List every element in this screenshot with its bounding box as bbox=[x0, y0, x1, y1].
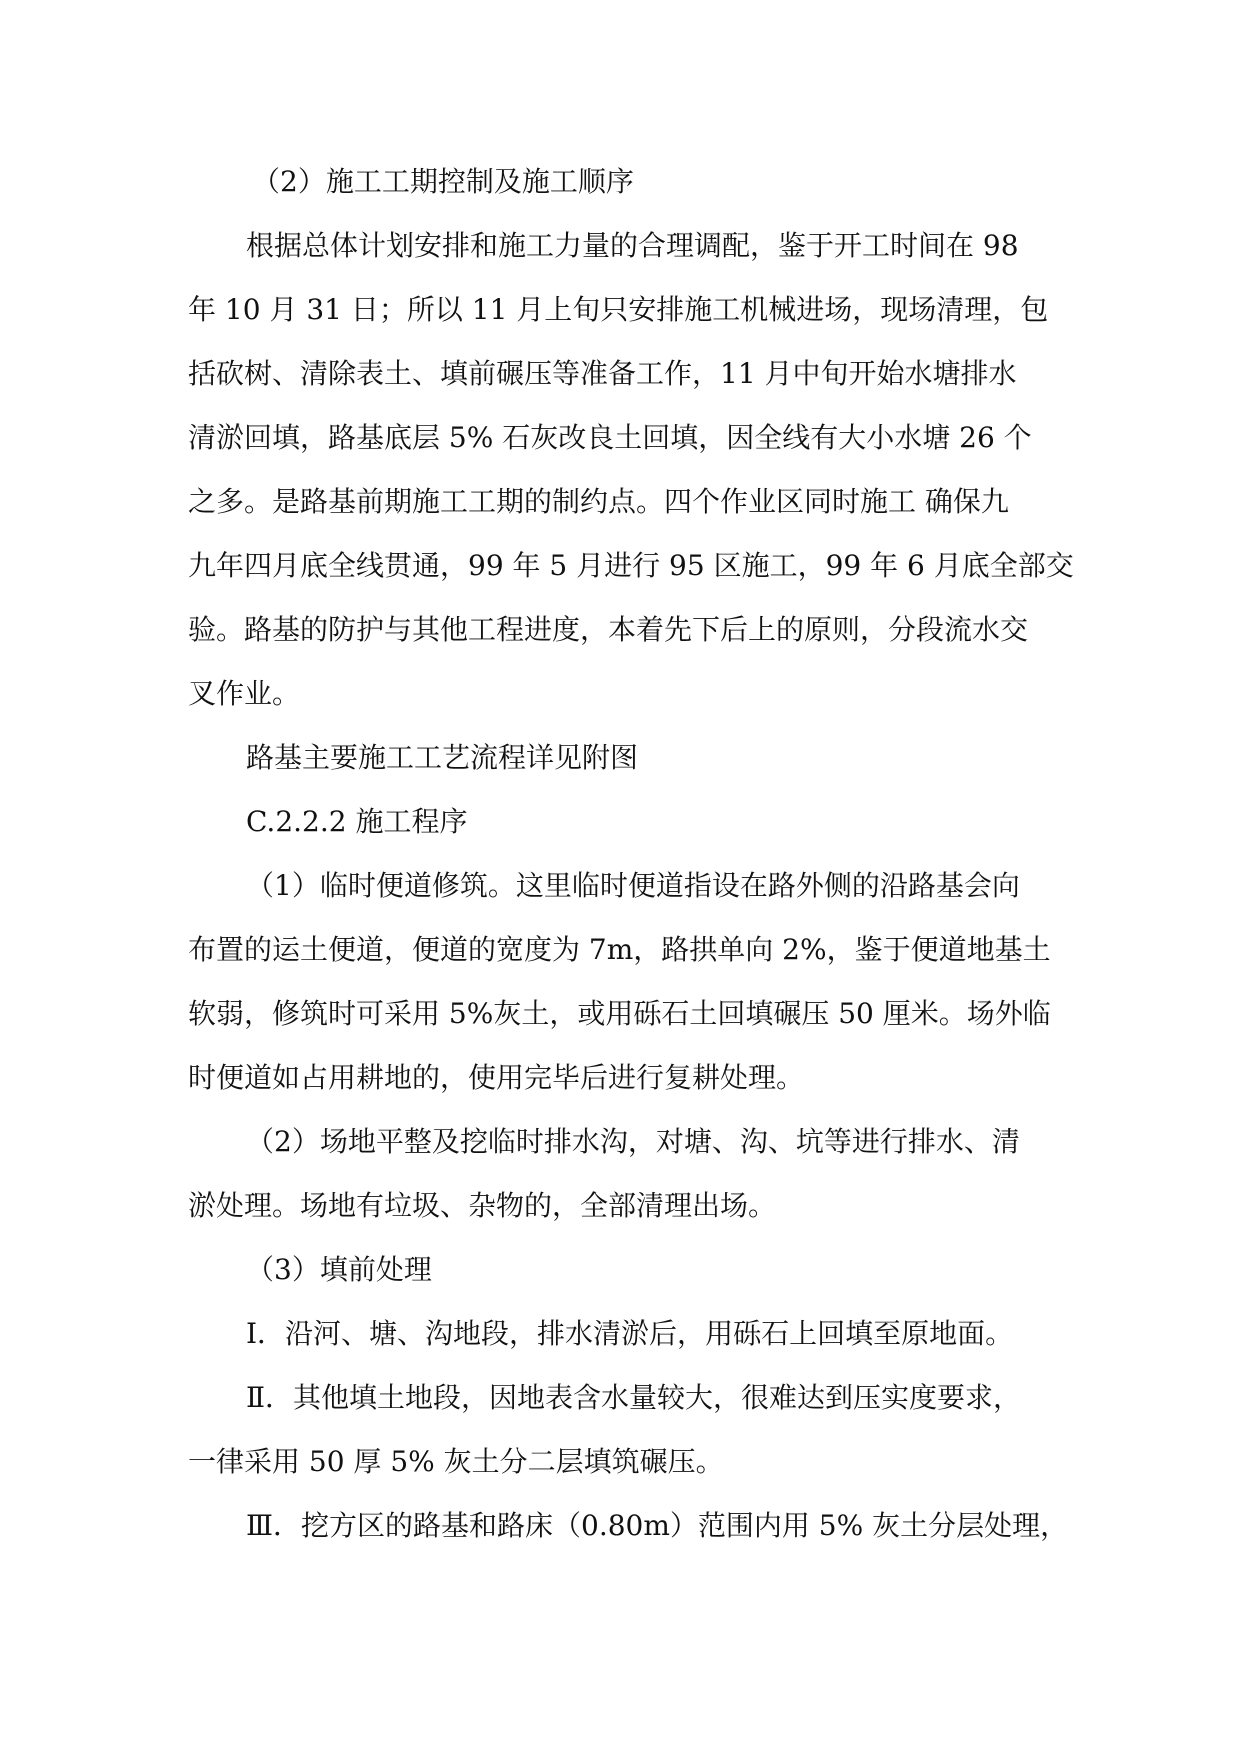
schedule-heading: （2）施工工期控制及施工顺序 bbox=[252, 165, 634, 198]
paragraph-line: 括砍树、清除表土、填前碾压等准备工作，11 月中旬开始水塘排水 bbox=[188, 357, 1017, 390]
sub-item-ii bbox=[188, 1366, 1058, 1494]
item-site-leveling bbox=[188, 1110, 1058, 1238]
paragraph-line: 淤处理。场地有垃圾、杂物的，全部清理出场。 bbox=[188, 1189, 777, 1222]
item-temporary-road bbox=[188, 854, 1058, 1110]
paragraph-line: 根据总体计划安排和施工力量的合理调配，鉴于开工时间在 98 bbox=[246, 229, 1019, 262]
paragraph-line: Ⅱ．其他填土地段，因地表含水量较大，很难达到压实度要求， bbox=[246, 1381, 1022, 1414]
paragraph-line: 布置的运土便道，便道的宽度为 7m，路拱单向 2%，鉴于便道地基土 bbox=[188, 933, 1051, 966]
schedule-paragraph bbox=[188, 214, 1074, 726]
paragraph-line: 软弱，修筑时可采用 5%灰土，或用砾石土回填碾压 50 厘米。场外临 bbox=[188, 997, 1051, 1030]
paragraph-line: （2）场地平整及挖临时排水沟，对塘、沟、坑等进行排水、清 bbox=[246, 1125, 1020, 1158]
paragraph-line: 叉作业。 bbox=[188, 677, 301, 710]
paragraph-line: 九年四月底全线贯通，99 年 5 月进行 95 区施工，99 年 6 月底全部交 bbox=[188, 549, 1074, 582]
paragraph-line: 年 10 月 31 日；所以 11 月上旬只安排施工机械进场，现场清理，包 bbox=[188, 293, 1049, 326]
flow-chart-note: 路基主要施工工艺流程详见附图 bbox=[246, 741, 639, 774]
sub-item-i: Ⅰ．沿河、塘、沟地段，排水清淤后，用砾石上回填至原地面。 bbox=[246, 1317, 1014, 1350]
section-title: C.2.2.2 施工程序 bbox=[246, 805, 468, 838]
item-pre-fill-title: （3）填前处理 bbox=[246, 1253, 432, 1286]
paragraph-line: 时便道如占用耕地的，使用完毕后进行复耕处理。 bbox=[188, 1061, 805, 1094]
paragraph-line: 清淤回填，路基底层 5% 石灰改良土回填，因全线有大小水塘 26 个 bbox=[188, 421, 1032, 454]
document-body bbox=[188, 150, 1074, 1558]
paragraph-line: 一律采用 50 厚 5% 灰土分二层填筑碾压。 bbox=[188, 1445, 724, 1478]
paragraph-line: 之多。是路基前期施工工期的制约点。四个作业区同时施工 确保九 bbox=[188, 485, 1009, 518]
sub-item-iii: Ⅲ．挖方区的路基和路床（0.80m）范围内用 5% 灰土分层处理， bbox=[246, 1509, 1069, 1542]
paragraph-line: 验。路基的防护与其他工程进度，本着先下后上的原则，分段流水交 bbox=[188, 613, 1029, 646]
paragraph-line: （1）临时便道修筑。这里临时便道指设在路外侧的沿路基会向 bbox=[246, 869, 1020, 902]
